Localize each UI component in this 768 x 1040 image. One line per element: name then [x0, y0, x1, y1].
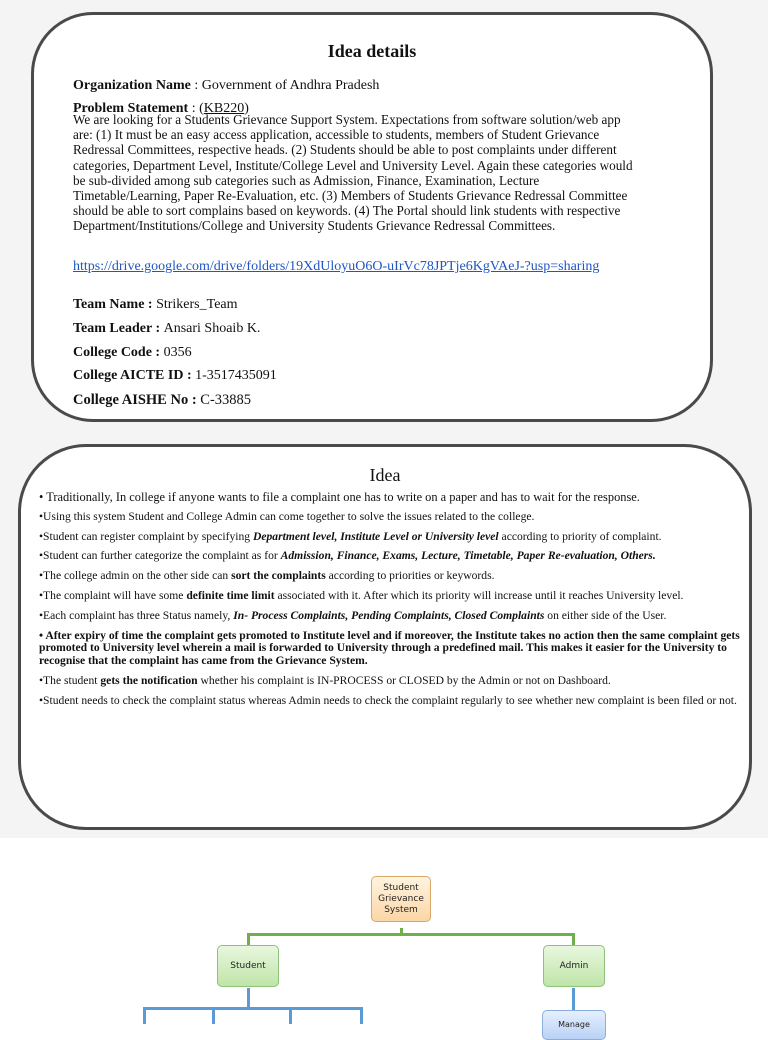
idea-point: • After expiry of time the complaint gets promoted to Institute level and if moreover, the Institute takes no action then the same complaint gets promoted to University level wherein a mail is forwarded to University through a predefined mail. This makes it easier for the University to recognise that the complaint has came from the Grievance System.: [39, 628, 740, 668]
problem-statement-code: KB220: [203, 101, 245, 116]
node-manage: Manage: [542, 1010, 606, 1040]
slide-idea: [0, 432, 768, 838]
problem-statement-sep: : (: [188, 101, 204, 116]
idea-point: [39, 570, 747, 583]
college-aishe-value: C-33885: [200, 392, 252, 408]
team-leader-row: [73, 321, 260, 337]
idea-points: [39, 491, 747, 715]
idea-text: •The complaint will have some: [39, 588, 187, 602]
idea-text: •Student can further categorize the complaint as for: [39, 549, 281, 563]
connector: [212, 1007, 215, 1024]
college-aicte-row: [73, 368, 277, 384]
idea-text: •The student: [39, 673, 101, 687]
problem-description: We are looking for a Students Grievance Support System. Expectations from software solution/web app are: (1) It must be an easy access application, accessible to students, members of Student Grievance Redressal Committees, respective heads. (2) Students should be able to post complaints under different categories, Department Level, Institute/College Level and University Level. Again these categories would be sub-divided among sub categories such as Admission, Finance, Examination, Lecture Timetable/Learning, Paper Re-Evaluation, etc. (3) Members of Students Grievance Redressal Committee should be able to sort complains based on keywords. (4) The Portal should link students with respective Department/Institutions/College and University Students Grievance Redressal Committees.: [73, 112, 633, 234]
college-aicte-label: College AICTE ID :: [73, 368, 196, 383]
node-admin: Admin: [543, 945, 605, 987]
idea-text: whether his complaint is IN-PROCESS or CLOSED by the Admin or not on Dashboard.: [197, 673, 611, 687]
idea-emphasis: sort the complaints: [231, 569, 326, 583]
drive-link[interactable]: https://drive.google.com/drive/folders/19XdUloyuO6O-uIrVc78JPTje6KgVAeJ-?usp=sharing: [73, 259, 600, 274]
slide-idea-details: [0, 0, 768, 432]
idea-point: [39, 550, 747, 563]
connector: [247, 988, 250, 1008]
college-aishe-label: College AISHE No :: [73, 392, 201, 408]
idea-point: [39, 675, 747, 688]
college-code-label: College Code :: [73, 345, 164, 360]
problem-statement-label: Problem Statement: [73, 101, 189, 116]
connector: [247, 933, 575, 936]
slide-title: Idea: [369, 465, 401, 485]
problem-statement-close: ): [244, 101, 249, 116]
node-student-grievance-system: Student Grievance System: [371, 876, 431, 922]
team-leader-value: Ansari Shoaib K.: [163, 321, 261, 336]
idea-text: •The college admin on the other side can: [39, 569, 232, 583]
idea-text: according to priorities or keywords.: [325, 569, 495, 583]
idea-point: •Student needs to check the complaint status whereas Admin needs to check the complaint regularly to see whether new complaint is been filed or not.: [39, 693, 737, 707]
team-name-value: Strikers_Team: [156, 297, 238, 312]
connector: [289, 1007, 292, 1024]
node-student: Student: [217, 945, 279, 987]
idea-text: associated with it. After which its priority will increase until it reaches University level.: [274, 588, 684, 602]
idea-point: [39, 610, 747, 623]
organization-row: [73, 78, 379, 94]
college-aishe-row: [73, 392, 251, 409]
team-name-row: [73, 297, 238, 313]
idea-text: according to priority of complaint.: [498, 529, 662, 543]
college-code-row: [73, 345, 192, 361]
idea-emphasis: definite time limit: [186, 588, 275, 602]
idea-emphasis: Department level, Institute Level or University level: [252, 529, 499, 543]
idea-point: [39, 531, 747, 544]
connector: [360, 1007, 363, 1024]
connector: [143, 1007, 363, 1010]
college-code-value: 0356: [163, 345, 192, 360]
connector: [143, 1007, 146, 1024]
idea-point: • Traditionally, In college if anyone wants to file a complaint one has to write on a paper and has to wait for the response.: [39, 490, 640, 504]
slide-title: Idea details: [327, 41, 417, 61]
idea-emphasis: Admission, Finance, Exams, Lecture, Timetable, Paper Re-evaluation, Others.: [280, 549, 656, 563]
college-aicte-value: 1-3517435091: [195, 368, 277, 383]
idea-text: •Student can register complaint by specifying: [39, 529, 253, 543]
idea-point: •Using this system Student and College Admin can come together to solve the issues related to the college.: [39, 509, 535, 523]
idea-card: [18, 444, 752, 830]
connector: [572, 988, 575, 1010]
idea-text: on either side of the User.: [544, 608, 667, 622]
team-name-label: Team Name :: [73, 297, 157, 312]
organization-label: Organization Name: [73, 78, 191, 93]
idea-emphasis: gets the notification: [100, 673, 198, 687]
team-leader-label: Team Leader :: [73, 321, 164, 336]
idea-point: [39, 590, 747, 603]
idea-emphasis: In- Process Complaints, Pending Complaints, Closed Complaints: [233, 608, 545, 622]
slide-system-diagram: [0, 838, 768, 1029]
idea-text: •Each complaint has three Status namely,: [39, 608, 234, 622]
organization-value: : Government of Andhra Pradesh: [190, 78, 380, 93]
